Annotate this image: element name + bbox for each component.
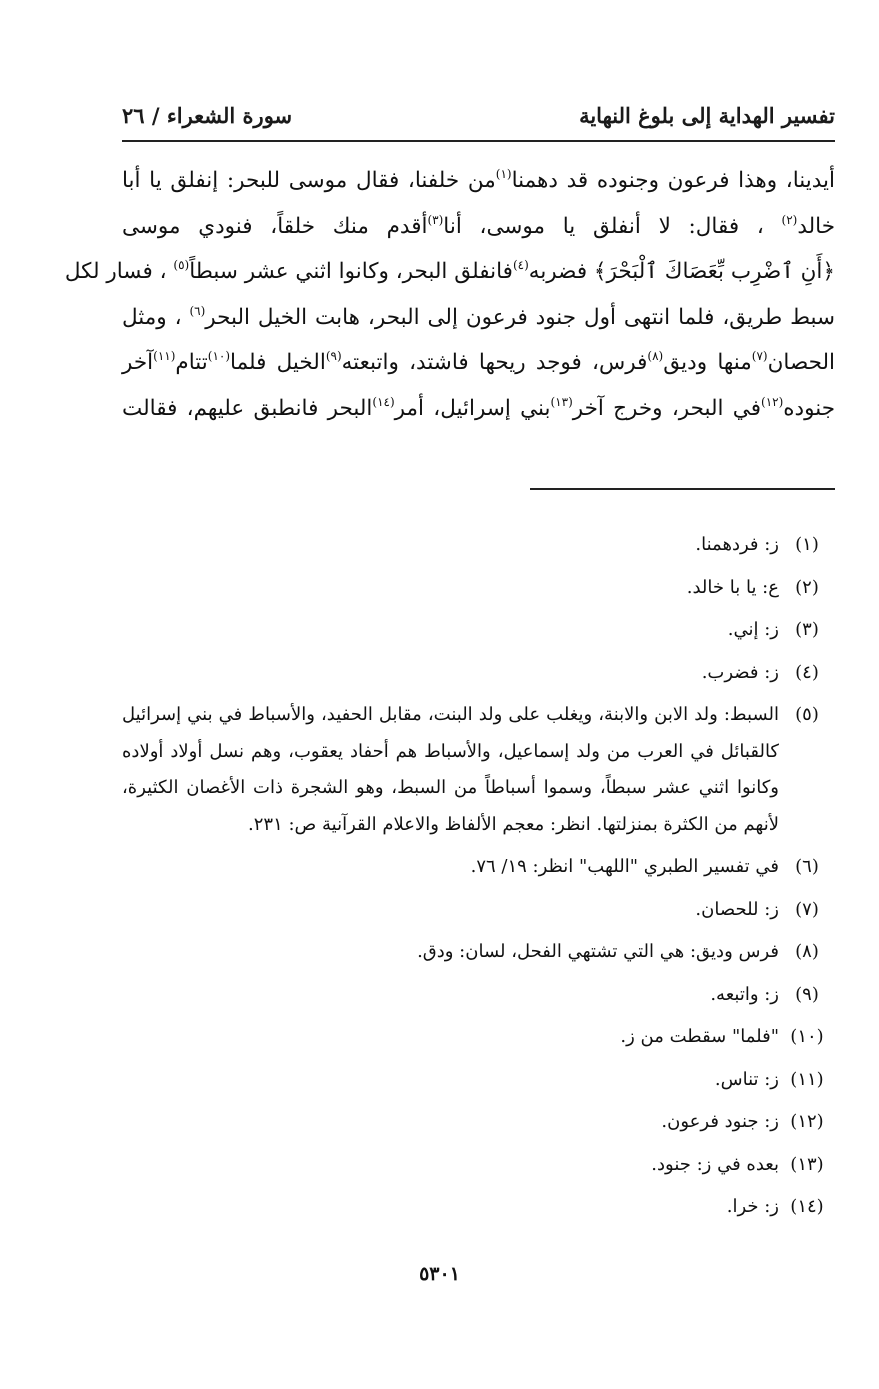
footnote-item xyxy=(122,1147,835,1184)
footnote-number: (٣) xyxy=(795,619,819,640)
body-text-run: من خلفنا، فقال موسى للبحر: إنفلق يا أبا xyxy=(122,168,496,193)
footnote-number: (٥) xyxy=(795,704,819,725)
body-text-run: ، فسار لكل xyxy=(64,259,174,285)
footnote-marker: (١١) xyxy=(153,349,176,364)
body-text-run: أقدم منك خلقاً، فنودي موسى xyxy=(122,213,428,239)
footnote-marker: (٦) xyxy=(189,303,206,318)
body-line xyxy=(64,249,835,295)
footnote-marker: (٨) xyxy=(647,349,664,364)
footnote-text: ز: جنود فرعون. xyxy=(661,1111,779,1132)
footnote-text: ع: يا با خالد. xyxy=(686,576,779,598)
body-text-run: ﴿أَنِ ٱضْرِب بِّعَصَاكَ ٱلْبَحْرَ﴾ فضربه xyxy=(528,259,835,285)
footnote-item xyxy=(122,612,835,649)
footnote-item xyxy=(122,697,835,843)
footnote-marker: (٣) xyxy=(427,212,444,227)
footnote-marker: (٩) xyxy=(325,349,342,364)
body-text-run: ، ومثل xyxy=(122,304,190,330)
footnote-marker: (١٢) xyxy=(761,394,784,409)
footnote-item xyxy=(122,1189,835,1226)
footnote-marker: (٥) xyxy=(173,258,190,273)
footnote-text: "فلما" سقطت من ز. xyxy=(620,1026,779,1047)
body-text-run: في البحر، وخرج آخر xyxy=(572,395,761,421)
body-text-run: الخيل فلما xyxy=(230,350,326,376)
running-header xyxy=(122,96,835,134)
body-text-run: البحر فانطبق عليهم، فقالت xyxy=(122,395,373,421)
footnote-item xyxy=(122,892,835,929)
footnote-number: (٨) xyxy=(795,941,819,962)
body-text-run: جنوده xyxy=(783,395,835,421)
footnote-item xyxy=(122,934,835,971)
footnote-text: في تفسير الطبري "اللهب" انظر: ١٩/ ٧٦. xyxy=(470,856,779,877)
footnote-marker: (١٤) xyxy=(372,394,395,409)
footnote-number: (٤) xyxy=(795,661,819,683)
body-text-run: ، فقال: لا أنفلق يا موسى، أنا xyxy=(443,213,782,239)
footnote-text: ز: واتبعه. xyxy=(710,983,779,1005)
body-line xyxy=(122,295,835,341)
footnote-marker: (١٠) xyxy=(207,349,231,364)
body-text-run: تتام xyxy=(175,350,208,376)
footnote-number: (١٤) xyxy=(790,1196,824,1217)
body-text-run: منها وديق xyxy=(663,350,752,376)
body-line xyxy=(122,158,835,204)
footnote-item xyxy=(122,849,835,886)
footnote-number: (٩) xyxy=(795,983,819,1005)
footnote-item xyxy=(122,1062,835,1099)
footnote-text: ز: خرا. xyxy=(726,1196,779,1217)
footnote-number: (٢) xyxy=(795,576,819,598)
body-text-run: سبط طريق، فلما انتهى أول جنود فرعون إلى البحر، هابت الخيل البحر xyxy=(205,304,836,330)
book-title: تفسير الهداية إلى بلوغ النهاية xyxy=(579,102,835,128)
body-text-run: بني إسرائيل، أمر xyxy=(394,395,551,421)
footnote-text: ز: إني. xyxy=(727,619,779,640)
footnote-separator xyxy=(530,488,835,490)
footnote-item xyxy=(122,527,835,564)
body-line xyxy=(122,204,835,250)
page-number: ٥٣٠١ xyxy=(419,1263,460,1285)
footnote-text: السبط: ولد الابن والابنة، ويغلب على ولد البنت، مقابل الحفيد، والأسباط في بني إسرائيل كالقبائل في العرب من ولد إسماعيل، والأسباط هم أحفاد يعقوب، وهم نسل أولاد أولاده وكانوا اثني عشر سبطاً، وسموا أسباطاً من السبط، وهو الشجرة ذات الأغصان الكثيرة، لأنهم من الكثرة بمنزلتها. انظر: معجم الألفاظ والاعلام القرآنية ص: ٢٣١. xyxy=(122,704,779,835)
footnote-number: (١) xyxy=(795,534,819,555)
footnote-item xyxy=(122,570,835,607)
body-text-run: خالد xyxy=(797,213,836,239)
footnote-marker: (٢) xyxy=(781,212,798,227)
footnote-marker: (١) xyxy=(495,167,512,181)
footnote-marker: (٧) xyxy=(751,349,768,364)
main-text xyxy=(64,158,836,432)
footnotes-list xyxy=(122,527,835,1232)
footnote-number: (١٣) xyxy=(790,1153,824,1175)
footnote-text: ز: للحصان. xyxy=(695,898,779,920)
footnote-number: (١٢) xyxy=(790,1111,824,1132)
body-text-run: فانفلق البحر، وكانوا اثني عشر سبطاً xyxy=(189,259,513,285)
footnote-number: (٦) xyxy=(795,856,819,877)
footnote-item xyxy=(122,655,835,692)
footnote-item xyxy=(122,1019,835,1056)
footnote-text: ز: فضرب. xyxy=(701,661,779,683)
body-line xyxy=(122,386,835,432)
footnote-number: (١١) xyxy=(790,1068,824,1090)
body-text-run: الحصان xyxy=(767,350,835,376)
footnote-text: ز: فردهمنا. xyxy=(695,534,779,555)
body-text-run: آخر xyxy=(122,350,154,376)
footnote-number: (٧) xyxy=(795,898,819,920)
footnote-text: ز: تناس. xyxy=(714,1068,779,1090)
footnote-text: بعده في ز: جنود. xyxy=(651,1153,779,1175)
body-text-run: فرس، فوجد ريحها فاشتد، واتبعته xyxy=(341,350,648,376)
body-line xyxy=(122,340,835,386)
footnote-marker: (٤) xyxy=(512,258,529,273)
header-rule xyxy=(122,140,835,142)
footnote-text: فرس وديق: هي التي تشتهي الفحل، لسان: ودق. xyxy=(417,941,779,962)
body-text-run: أيدينا، وهذا فرعون وجنوده قد دهمنا xyxy=(511,168,835,193)
footnote-item xyxy=(122,1104,835,1141)
footnote-item xyxy=(122,977,835,1014)
footnote-number: (١٠) xyxy=(790,1026,824,1047)
footnote-marker: (١٣) xyxy=(550,394,573,409)
surah-reference: سورة الشعراء / ٢٦ xyxy=(122,102,293,128)
